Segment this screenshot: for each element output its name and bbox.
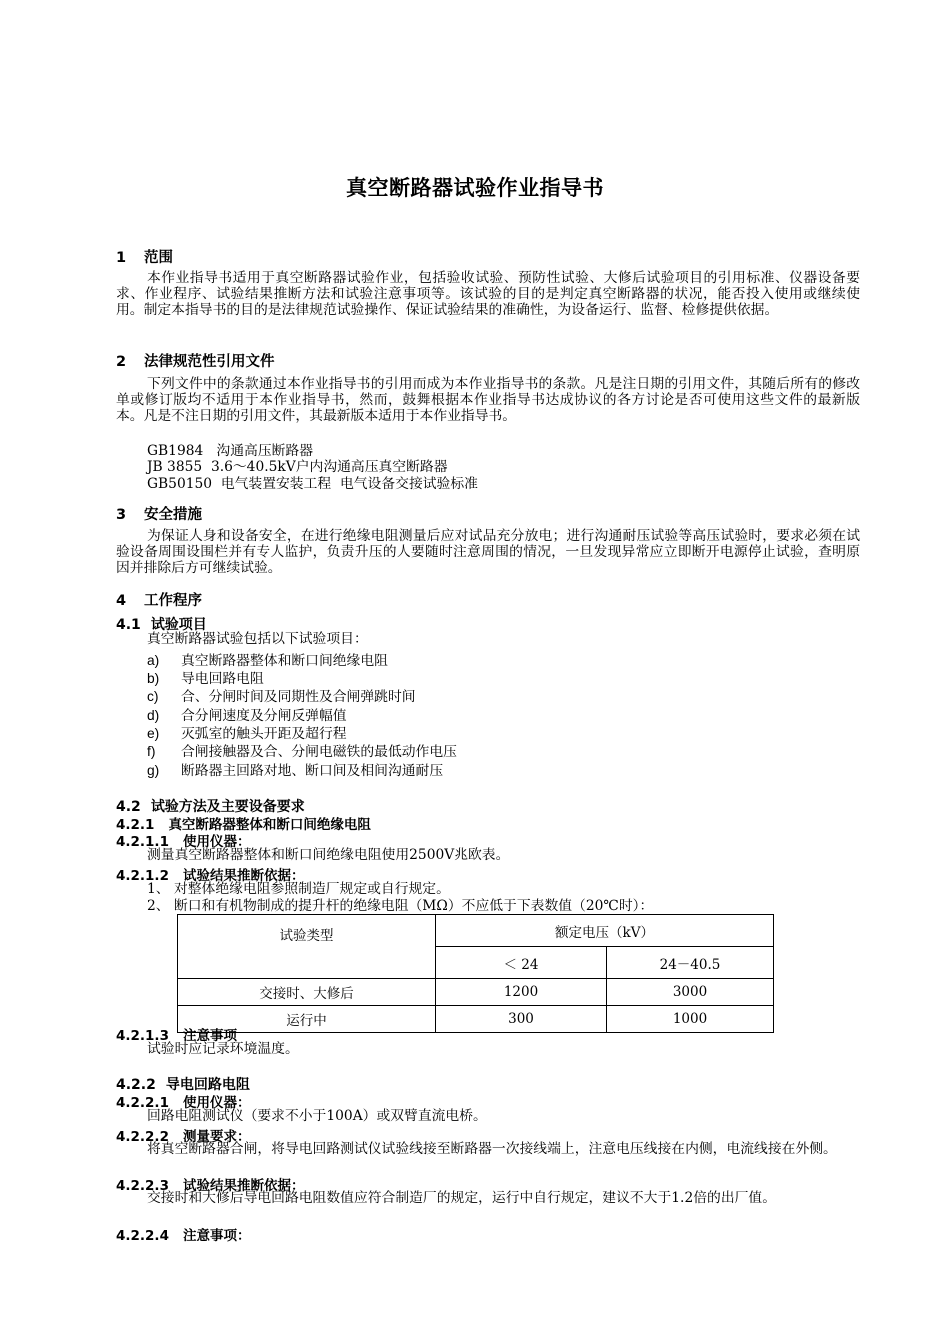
- test-item: [147, 722, 347, 742]
- section-title: 范围: [144, 250, 173, 266]
- section-number: 3: [116, 507, 127, 523]
- section-title: 使用仪器：: [182, 834, 251, 850]
- section-4-2-2-2-text: 将真空断路器合闸，将导电回路测试仪试验线接至断路器一次接线端上，注意电压线接在内侧，电流线接在外侧。: [147, 1141, 837, 1157]
- section-2-text: 下列文件中的条款通过本作业指导书的引用而成为本作业指导书的条款。凡是注日期的引用文件，其随后所有的修改单或修订版均不适用于本作业指导书，然而，鼓舞根据本作业指导书达成协议的各方讨论是否可使用这些文件的最新版本。凡是不注日期的引用文件，其最新版本适用于本作业指导书。: [116, 376, 860, 425]
- section-number: 4.2.1.2: [116, 868, 169, 884]
- section-number: 4.2.2.3: [116, 1178, 169, 1194]
- section-4-2-1-3-text: 试验时应记录环境温度。: [147, 1041, 299, 1057]
- section-number: 4.2: [116, 799, 141, 815]
- test-item: [147, 667, 264, 687]
- table-row: [178, 979, 774, 1006]
- reference-item: GB50150 电气装置安装工程 电气设备交接试验标准: [147, 476, 478, 492]
- table-cell: 300: [436, 1006, 607, 1033]
- criteria-line-1: 1、 对整体绝缘电阻参照制造厂规定或自行规定。: [147, 881, 450, 897]
- section-title: 法律规范性引用文件: [144, 354, 275, 370]
- test-item: [147, 759, 443, 779]
- item-label: f): [147, 744, 156, 759]
- section-number: 4: [116, 593, 127, 609]
- section-number: 4.2.2.2: [116, 1129, 169, 1145]
- item-text: 导电回路电阻: [181, 671, 264, 687]
- section-title: 使用仪器：: [182, 1095, 251, 1111]
- section-1-text: 本作业指导书适用于真空断路器试验作业，包括验收试验、预防性试验、大修后试验项目的引用标准、仪器设备要求、作业程序、试验结果推断方法和试验注意事项等。该试验的目的是判定真空断路器的状况，能否投入使用或继续使用。制定本指导书的目的是法律规范试验操作、保证试验结果的准确性，为设备运行、监督、检修提供依据。: [116, 270, 860, 319]
- section-title: 试验项目: [150, 617, 207, 633]
- table-header-row: [178, 915, 774, 947]
- table-cell: 1200: [436, 979, 607, 1006]
- table-cell: 运行中: [178, 1006, 436, 1033]
- section-2-heading: [116, 350, 275, 371]
- section-number: 4.2.1.3: [116, 1028, 169, 1044]
- criteria-line-2: 2、 断口和有机物制成的提升杆的绝缘电阻（MΩ）不应低于下表数值（20℃时）：: [147, 898, 654, 914]
- item-label: d): [147, 708, 160, 723]
- section-title: 导电回路电阻: [165, 1077, 250, 1093]
- section-title: 安全措施: [144, 507, 202, 523]
- item-text: 合闸接触器及合、分闸电磁铁的最低动作电压: [181, 744, 457, 760]
- section-title: 工作程序: [144, 593, 202, 609]
- insulation-resistance-table: [177, 914, 774, 1033]
- test-item: [147, 649, 388, 669]
- item-label: c): [147, 689, 159, 704]
- section-number: 1: [116, 250, 127, 266]
- test-item: [147, 685, 416, 705]
- section-4-2-1-1-text: 测量真空断路器整体和断口间绝缘电阻使用2500V兆欧表。: [147, 847, 510, 863]
- reference-item: JB 3855 3.6～40.5kV户内沟通高压真空断路器: [147, 459, 448, 475]
- table-cell: 交接时、大修后: [178, 979, 436, 1006]
- section-title: 测量要求：: [182, 1129, 251, 1145]
- document-title: 真空断路器试验作业指导书: [346, 176, 604, 200]
- section-3-heading: [116, 503, 202, 524]
- item-text: 真空断路器整体和断口间绝缘电阻: [181, 653, 388, 669]
- item-label: g): [147, 763, 160, 778]
- section-3-text: 为保证人身和设备安全，在进行绝缘电阻测量后应对试品充分放电；进行沟通耐压试验等高压试验时，要求必须在试验设备周围设围栏并有专人监护，负责升压的人要随时注意周围的情况，一旦发现异常应立即断开电源停止试验，查明原因并排除后方可继续试验。: [116, 528, 860, 577]
- test-item: [147, 740, 457, 760]
- item-text: 断路器主回路对地、断口间及相间沟通耐压: [181, 763, 444, 779]
- reference-item: GB1984 沟通高压断路器: [147, 443, 314, 459]
- section-4-2-2-4-heading: [116, 1224, 250, 1244]
- section-number: 4.2.2.4: [116, 1228, 169, 1244]
- table-cell: 3000: [607, 979, 774, 1006]
- item-text: 灭弧室的触头开距及超行程: [181, 726, 347, 742]
- table-header-cell: 试验类型: [178, 915, 436, 979]
- section-title: 真空断路器整体和断口间绝缘电阻: [168, 817, 371, 833]
- section-title: 注意事项：: [182, 1228, 251, 1244]
- section-number: 4.2.1: [116, 817, 155, 833]
- section-number: 2: [116, 354, 127, 370]
- section-number: 4.1: [116, 617, 141, 633]
- section-1-heading: [116, 246, 173, 267]
- table-header-cell: 额定电压（kV）: [436, 915, 774, 947]
- table-cell: 1000: [607, 1006, 774, 1033]
- item-label: b): [147, 671, 160, 686]
- section-4-2-2-1-text: 回路电阻测试仪（要求不小于100A）或双臂直流电桥。: [147, 1108, 487, 1124]
- table-header-cell: ＜ 24: [436, 947, 607, 979]
- section-number: 4.2.2.1: [116, 1095, 169, 1111]
- test-item: [147, 704, 347, 724]
- section-number: 4.2.1.1: [116, 834, 169, 850]
- item-label: e): [147, 726, 160, 741]
- section-title: 试验结果推断依据：: [182, 868, 305, 884]
- item-label: a): [147, 653, 160, 668]
- item-text: 合分闸速度及分闸反弹幅值: [181, 708, 347, 724]
- section-4-heading: [116, 589, 202, 610]
- section-4-1-intro: 真空断路器试验包括以下试验项目：: [147, 631, 368, 647]
- section-title: 注意事项: [182, 1028, 237, 1044]
- section-title: 试验方法及主要设备要求: [150, 799, 305, 815]
- section-number: 4.2.2: [116, 1077, 156, 1093]
- section-4-2-2-3-text: 交接时和大修后导电回路电阻数值应符合制造厂的规定，运行中自行规定，建议不大于1.2倍的出厂值。: [147, 1190, 777, 1206]
- section-title: 试验结果推断依据：: [182, 1178, 305, 1194]
- item-text: 合、分闸时间及同期性及合闸弹跳时间: [181, 689, 416, 705]
- table-header-cell: 24－40.5: [607, 947, 774, 979]
- table-row: [178, 1006, 774, 1033]
